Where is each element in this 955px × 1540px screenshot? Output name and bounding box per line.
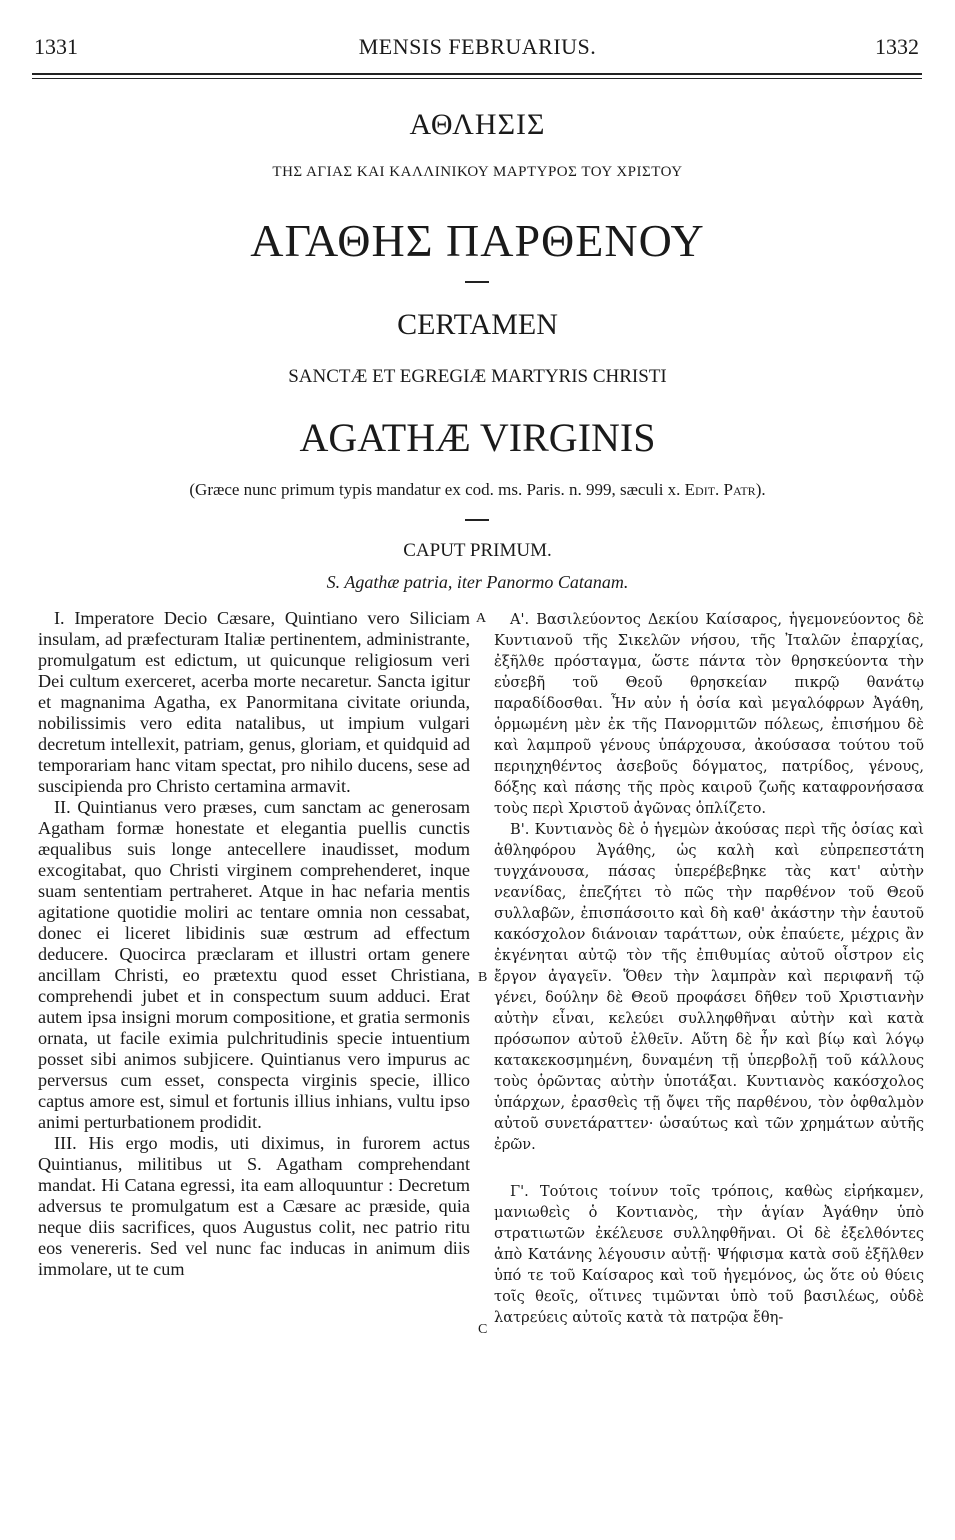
edition-note (0, 480, 955, 500)
greek-paragraph-1: Α'. Βασιλεύοντος Δεκίου Καίσαρος, ἡγεμονεύοντος δὲ Κυντιανοῦ τῆς Σικελῶν νήσου, τῆς Ἰταλῶν ἐπαρχίας, ἐξῆλθε πρόσταγμα, ὥστε πάντα τὸν θρησκεύοντα τὴν εὐσεβῆ τοῦ Θεοῦ θρησκείαν πικρῷ θανάτῳ παραδίδοσθαι. Ἦν αὐν ἡ ὁσία καὶ μεγαλόφρων Ἀγάθη, ὁρμωμένη μὲν ἐκ τῆς Πανορμιτῶν πόλεως, ἐπισήμου δὲ καὶ λαμπροῦ γένους ὑπάρχουσα, ἀκούσασα τούτου τοῦ περιηχηθέντος ἀσεβοῦς δόγματος, πατρίδος, γένους, δόξης καὶ πάσης τῆς πρὸς καιροῦ ζωῆς καταφρονήσασα τοὺς περὶ Χριστοῦ ἀγῶνας ὁπλίζετο. (494, 611, 924, 817)
title-dash-2 (465, 519, 489, 521)
edition-note-edit: Edit. Patr (684, 480, 756, 499)
header-rule (32, 73, 922, 75)
chapter-subheading: S. Agathæ patria, iter Panormo Catanam. (326, 572, 629, 592)
latin-paragraph-2: II. Quintianus vero præses, cum sanctam ac generosam Agatham formæ honestate et elegantia puellis cunctis æqualibus suis longe antecellere inaudisset, modum excogitabat, quo Christi virginem comprehenderet, inque suam sententiam pertraheret. Atque in hac nefaria mentis agitatione quotidie moliri ac tentare omnia non cessabat, donec ei liceret libidinis suæ œstrum ad effectum deducere. Quocirca præclaram et illustri ortam genere ancillam Christi, eo prætextu quod esset Christiana, comprehendi jubet et in conspectum suum adduci. Erat autem ipsa insigni morum compositione, et gratia sermonis ornata, ut facile eximia pulchritudinis specie intuentium posset sibi animos subjicere. Quintianus vero impurus ac perversus cum esset, conspecta virginis specie, illico captus amore est, simul et fortunis illius inhians, vultu ipso animi perturbationem prodidit. (38, 797, 470, 1132)
title-dash-1 (465, 281, 489, 283)
title-greek-athlesis: ΑΘΛΗΣΙΣ (409, 108, 546, 141)
running-title: MENSIS FEBRUARIUS. (358, 34, 597, 59)
latin-paragraph-3: III. His ergo modis, uti diximus, in furorem actus Quintianus, militibus ut S. Agatham comprehendant mandat. Hi Catana egressi, ita eam alloquuntur : Decretum adversus te promulgatum est a Cæsare ac præside, quia neque diis sacrifices, quos Augustus colit, nec patrio ritu eos venereris. Sed vel nunc fac inducas in animum diis immolare, ut te cum (38, 1133, 470, 1279)
title-latin-name: AGATHÆ VIRGINIS (299, 415, 656, 460)
title-latin-subtitle: SANCTÆ ET EGREGIÆ MARTYRIS CHRISTI (288, 366, 667, 387)
chapter-heading: CAPUT PRIMUM. (403, 540, 552, 561)
margin-mark-b: B (478, 970, 488, 985)
greek-paragraph-gap (494, 1155, 924, 1181)
edition-note-end: ). (755, 480, 766, 499)
greek-paragraph-3: Γ'. Τούτοις τοίνυν τοῖς τρόποις, καθὼς εἰρήκαμεν, μανιωθεὶς ὁ Κοντιανὸς, τὴν ἁγίαν Ἀγάθην ὑπὸ στρατιωτῶν ἐκέλευσε συλληφθῆναι. Οἱ δὲ ἐξελθόντες ἀπὸ Κατάνης λέγουσιν αὐτῇ· Ψήφισμα κατὰ σοῦ ἐξῆλθεν ὑπό τε τοῦ Καίσαρος καὶ τοῦ ἡγεμόνος, ὡς ὅτε οὐ θύεις τοῖς θεοῖς, οἵτινες τιμῶνται ὑπὸ τοῦ βασιλέως, οὐδὲ λατρεύεις αὐτοῖς κατὰ τὰ πατρῷα ἔθη- (494, 1183, 924, 1326)
greek-paragraph-2: Β'. Κυντιανὸς δὲ ὁ ἡγεμὼν ἀκούσας περὶ τῆς ὁσίας καὶ ἀθληφόρου Ἀγάθης, ὡς καλὴ καὶ εὐπρεπεστάτη τυγχάνουσα, πάσας ὑπερέβεβηκε τὰς κατ' αὐτὴν νεανίδας, ἐπεζήτει τὸ πῶς τὴν παρθένον τοῦ Θεοῦ συλλαβῶν, ἐπισπάσοιτο καὶ δὴ καθ' ἀκάστην τὴν ἑαυτοῦ κακόσχολον διάνοιαν ταράττων, οὐκ ἐπαύετε, μέχρις ἂν ἐκγένηται αὐτῷ τὸν τῆς ἐπιθυμίας αὐτοῦ οἶστρον εἰς ἔργον ἀγαγεῖν. Ὅθεν τὴν λαμπρὰν καὶ περιφανῆ τῷ γένει, δούλην δὲ Θεοῦ προφάσει δῆθεν τοῦ Χριστιανὴν αὐτὴν εἶναι, κελεύει συλληφθῆναι αὐτὴν καὶ κατὰ πρόσωπον αὐτοῦ ἐλθεῖν. Αὕτη δὲ ἦν καὶ βίῳ καὶ λόγῳ κατακεκοσμημένη, δυναμένη τῇ ὑπερβολῇ τοῦ κάλλους τοὺς ὁρῶντας αὐτὴν ὑποτάξαι. Κυντιανὸς κακόσχολος ὑπάρχων, ἐρασθεὶς τῇ ὄψει τῆς παρθένου, τὸν ὀφθαλμὸν αὐτοῦ συνετάραττεν· ὡσαύτως καὶ τῶν χρημάτων αὐτῆς ἐρῶν. (494, 821, 924, 1153)
page-number-right: 1332 (875, 34, 919, 59)
title-latin-certamen: CERTAMEN (397, 308, 558, 341)
greek-column (494, 609, 924, 1328)
running-header (0, 34, 955, 68)
margin-mark-c: C (478, 1322, 488, 1337)
title-greek-subtitle: ΤΗΣ ΑΓΙΑΣ ΚΑΙ ΚΑΛΛΙΝΙΚΟΥ ΜΑΡΤΥΡΟΣ ΤΟΥ ΧΡΙΣΤΟΥ (272, 164, 683, 180)
title-greek-name: ΑΓΑΘΗΣ ΠΑΡΘΕΝΟΥ (250, 215, 705, 266)
margin-mark-a: A (476, 611, 487, 626)
edition-note-text: (Græce nunc primum typis mandatur ex cod. ms. Paris. n. 999, sæculi x. (189, 480, 685, 499)
page-number-left: 1331 (34, 34, 78, 59)
latin-column (38, 608, 470, 1280)
header-rule-thin (32, 78, 922, 79)
latin-paragraph-1: I. Imperatore Decio Cæsare, Quintiano vero Siliciam insulam, ad præfecturam Italiæ pertinentem, administrante, promulgatum est edictum, ut quicunque religiosum veri Dei cultum exerceret, acerba morte necaretur. Sancta igitur et magnanima Agatha, ex Panormitana civitate oriunda, nobilissimis vero edita natalibus, ut impium vulgari decretum intellexit, patriam, genus, gloriam, et quidquid ad temporariam hanc vitam spectat, pro nihilo ducens, sese ad suscipienda pro Christo certamina armavit. (38, 608, 470, 796)
